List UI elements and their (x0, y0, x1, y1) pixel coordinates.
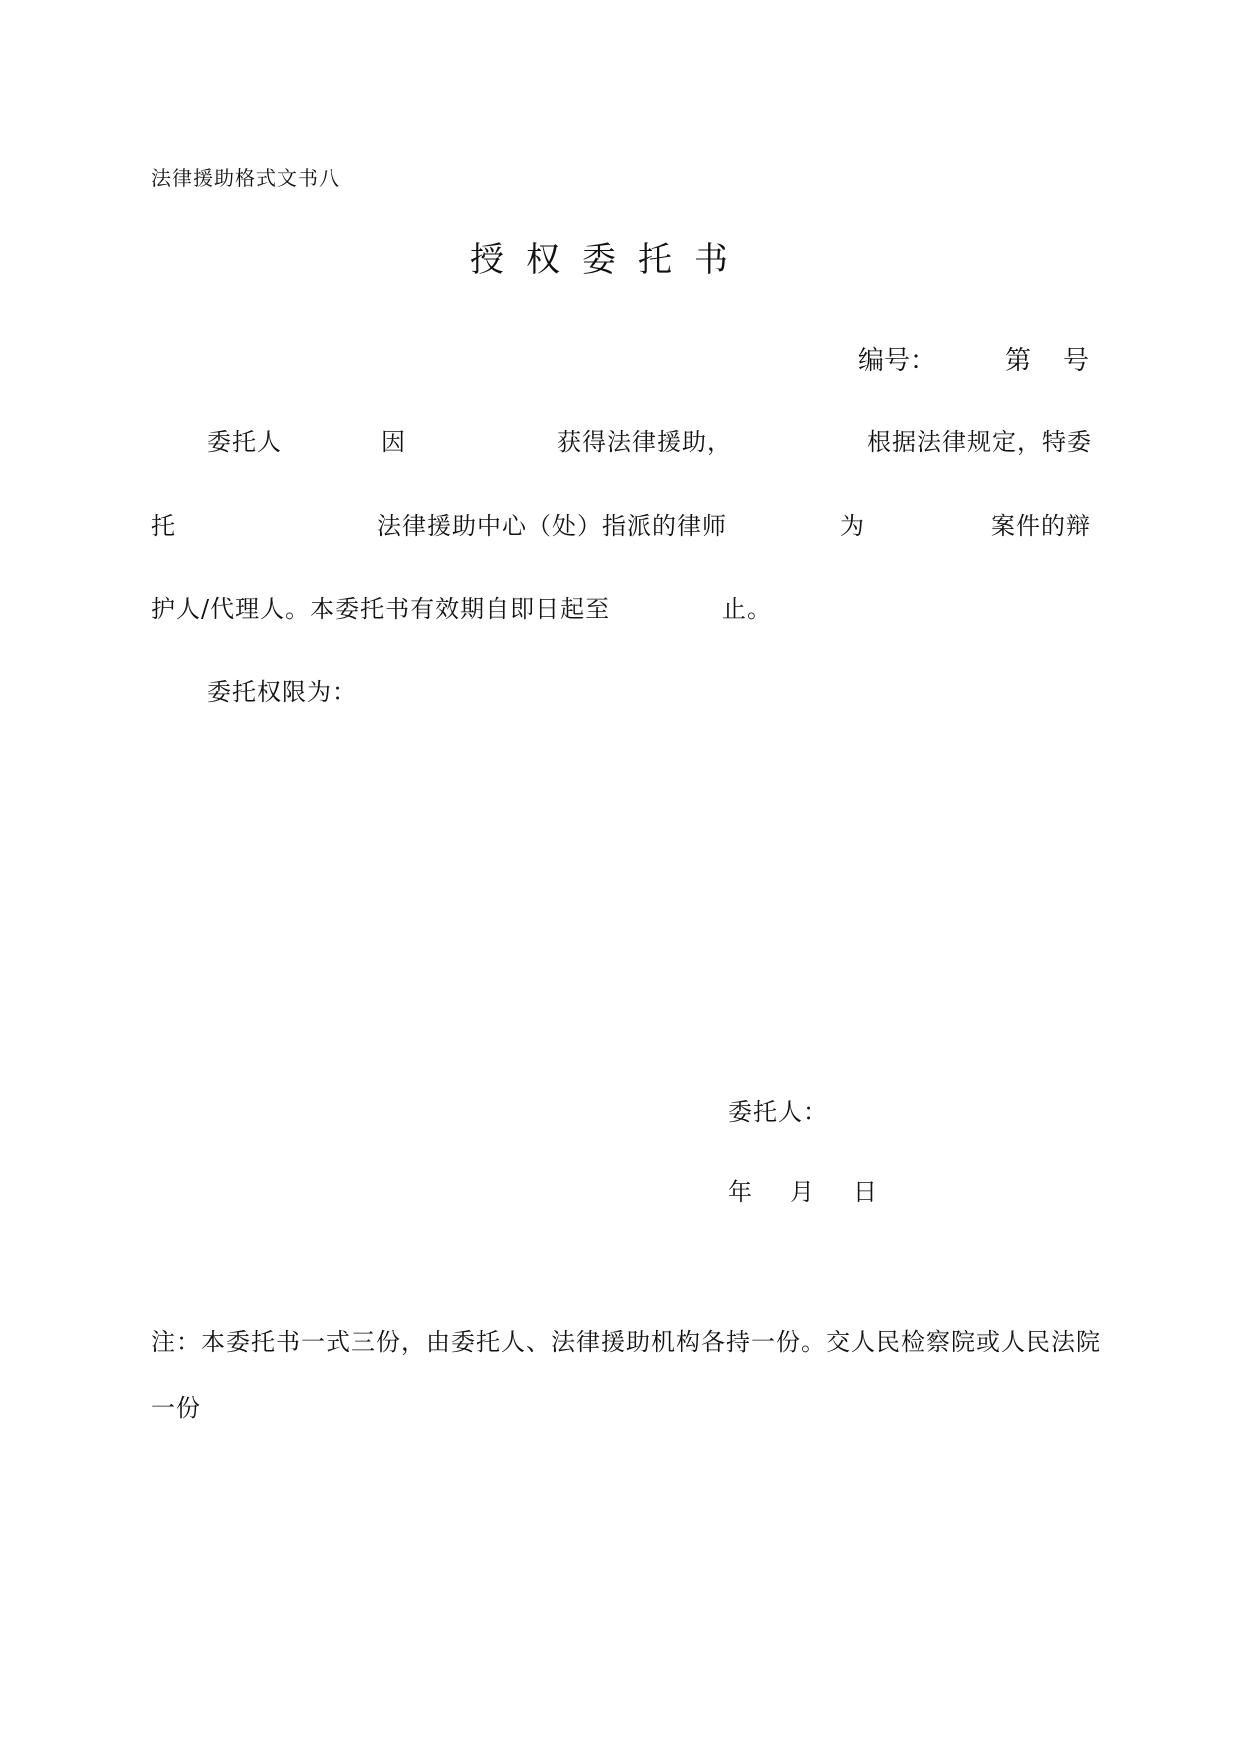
legal-aid-obtained-text: 获得法律援助， (557, 428, 732, 456)
month-label: 月 (790, 1178, 815, 1206)
case-defender-text: 案件的辩 (991, 512, 1091, 540)
authority-scope-label: 委托权限为： (207, 678, 357, 706)
validity-text: 护人/代理人。本委托书有效期自即日起至 (151, 595, 611, 623)
number-suffix: 号 (1063, 346, 1090, 376)
year-label: 年 (728, 1178, 753, 1206)
entrust-text: 托 (151, 512, 176, 540)
number-label: 编号： (858, 346, 937, 376)
legal-aid-center-text: 法律援助中心（处）指派的律师 (377, 512, 727, 540)
legal-basis-text: 根据法律规定，特委 (867, 428, 1092, 456)
reason-label: 因 (381, 428, 406, 456)
principal-label: 委托人 (207, 428, 282, 456)
day-label: 日 (853, 1178, 878, 1206)
document-header: 法律援助格式文书八 (151, 166, 340, 190)
note-line-2: 一份 (151, 1394, 201, 1422)
number-prefix: 第 (1005, 346, 1032, 376)
note-line-1: 注：本委托书一式三份，由委托人、法律援助机构各持一份。交人民检察院或人民法院 (151, 1328, 1101, 1356)
validity-end-text: 止。 (722, 595, 772, 623)
signature-label: 委托人： (728, 1098, 828, 1126)
as-text: 为 (840, 512, 865, 540)
document-title: 授权委托书 (470, 240, 750, 280)
